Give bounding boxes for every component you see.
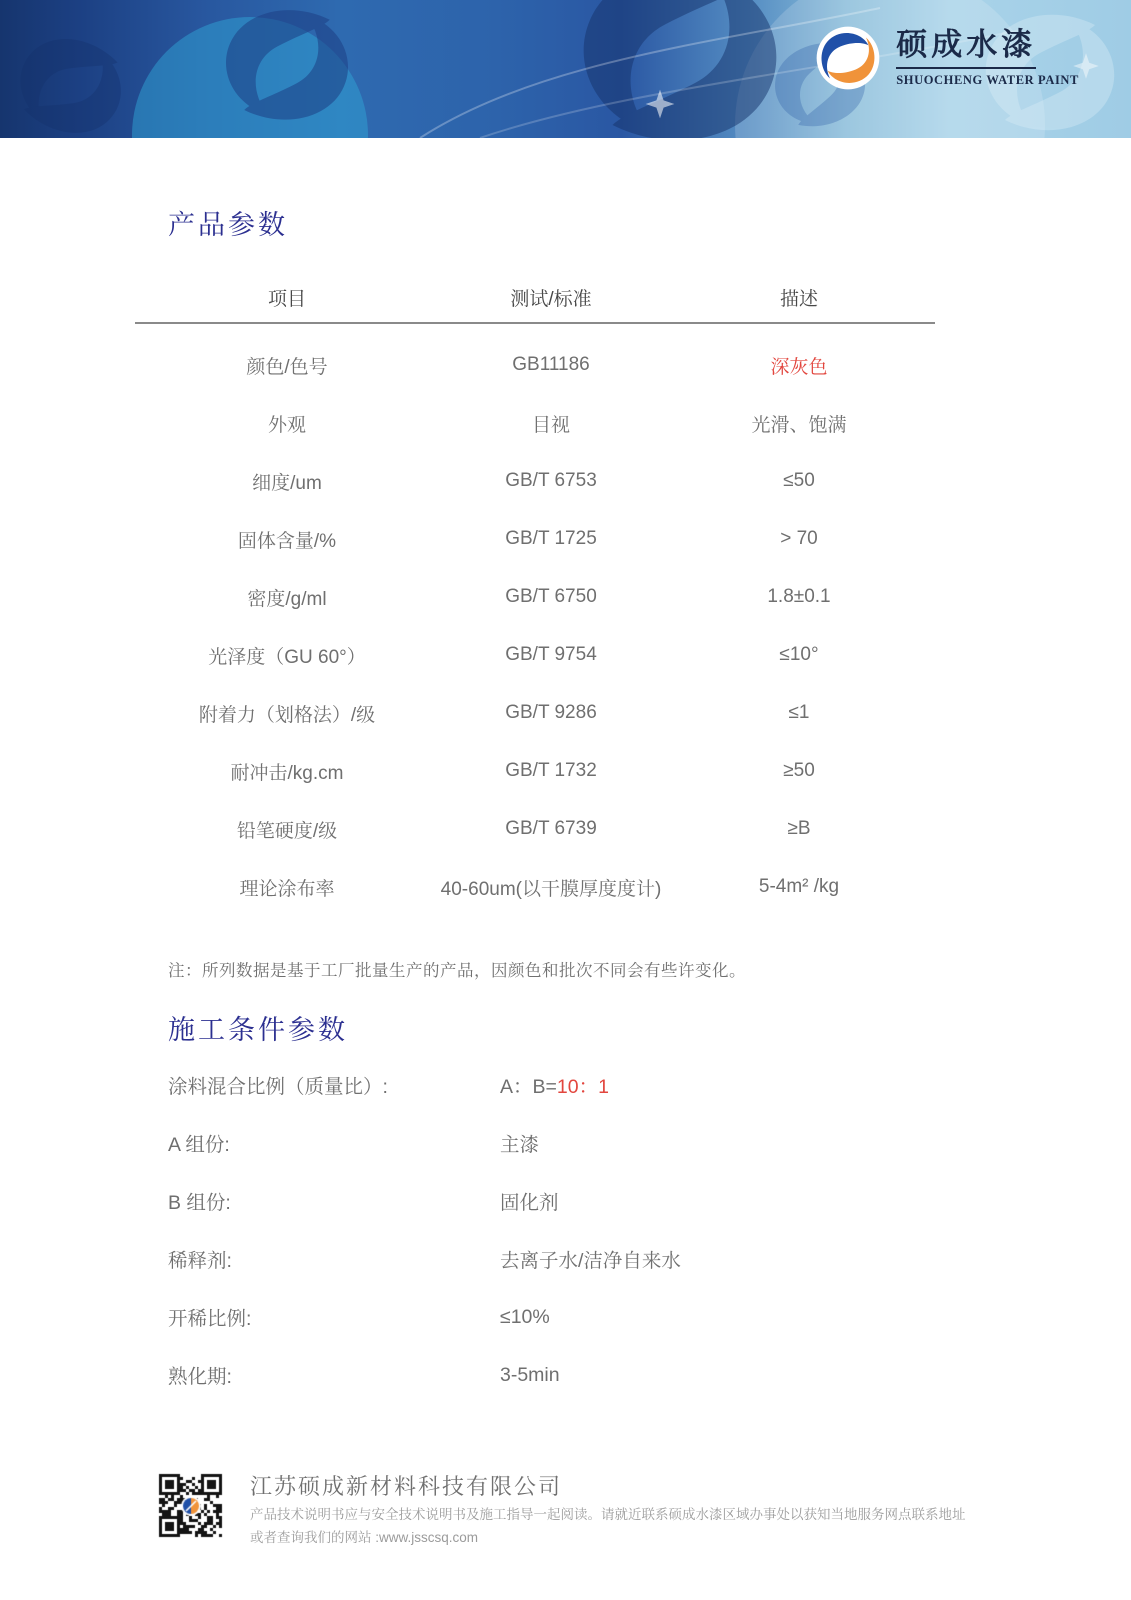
cell-standard: GB/T 6753 [505,470,597,491]
cell-desc: ≥B [787,818,811,839]
table-row [135,742,935,800]
cell-standard: GB/T 1732 [505,760,597,781]
cell-desc: 深灰色 [770,356,828,378]
cell-item: 密度/g/ml [247,588,327,610]
cell-item: 附着力（划格法）/级 [198,704,376,726]
cell-standard: GB/T 1725 [505,528,597,549]
col-header-desc: 描述 [779,288,818,310]
swirl-logo-icon [816,26,880,90]
cell-standard: 40-60um(以干膜厚度度计) [440,878,662,900]
footer-note [250,1504,1020,1549]
condition-row [168,1056,888,1114]
cell-desc: > 70 [780,528,818,549]
cell-item: 理论涂布率 [239,878,335,900]
cell-item: 颜色/色号 [246,356,328,378]
col-header-standard: 测试/标准 [510,288,592,310]
product-table [135,272,935,916]
qr-code-icon [157,1472,225,1540]
cell-standard: 目视 [531,414,570,436]
product-note: 注：所列数据是基于工厂批量生产的产品，因颜色和批次不同会有些许变化。 [168,962,746,980]
condition-value-red: 10：1 [556,1076,609,1098]
cell-item: 固体含量/% [237,530,337,552]
condition-value: 固化剂 [500,1192,559,1214]
table-row [135,336,935,394]
condition-value-prefix: A：B= [500,1076,557,1098]
condition-label: B 组份: [168,1192,231,1214]
condition-label: 涂料混合比例（质量比）: [168,1076,388,1098]
cell-standard: GB/T 9286 [505,702,597,723]
condition-list [168,1056,888,1404]
table-row [135,568,935,626]
condition-label: 开稀比例: [168,1308,252,1330]
condition-value: 主漆 [500,1134,540,1156]
product-params-title: 产品参数 [168,210,288,240]
brand-logo [816,26,1079,90]
cell-desc: 1.8±0.1 [767,586,831,607]
cell-item: 铅笔硬度/级 [236,820,338,842]
table-row [135,510,935,568]
condition-value: 去离子水/洁净自来水 [500,1250,681,1272]
brand-name-cn: 硕成水漆 [896,28,1036,69]
condition-row [168,1172,888,1230]
condition-row [168,1288,888,1346]
table-row [135,452,935,510]
condition-label: 熟化期: [168,1366,232,1388]
cell-desc: ≥50 [783,760,815,781]
cell-item: 光泽度（GU 60°） [208,646,366,668]
footer-note-line2: 或者查询我们的网站 :www.jsscsq.com [250,1529,479,1545]
table-row [135,684,935,742]
brand-name-en: SHUOCHENG WATER PAINT [896,73,1079,88]
table-row [135,626,935,684]
cell-desc: ≤50 [783,470,815,491]
table-row [135,394,935,452]
table-row [135,800,935,858]
col-header-item: 项目 [267,288,306,310]
condition-row [168,1346,888,1404]
table-header-row [135,272,935,324]
condition-label: 稀释剂: [168,1250,232,1272]
cell-standard: GB/T 6739 [505,818,597,839]
cell-desc: 光滑、饱满 [751,414,847,436]
cell-item: 细度/um [252,472,322,494]
condition-row [168,1230,888,1288]
header-banner [0,0,1131,138]
table-row [135,858,935,916]
cell-desc: ≤10° [779,644,819,665]
condition-value [500,1071,888,1099]
condition-label: A 组份: [168,1134,230,1156]
cell-desc: ≤1 [788,702,810,723]
cell-standard: GB/T 9754 [505,644,597,665]
cell-standard: GB11186 [512,354,590,375]
condition-value: 3-5min [500,1363,560,1386]
application-params-title: 施工条件参数 [168,1015,348,1045]
condition-row [168,1114,888,1172]
product-table-body [135,324,935,916]
footer-note-line1: 产品技术说明书应与安全技术说明书及施工指导一起阅读。请就近联系硕成水漆区域办事处以获知当地服务网点联系地址 [250,1507,966,1522]
condition-value: ≤10% [500,1305,550,1328]
cell-item: 外观 [267,414,306,436]
cell-desc: 5-4m² /kg [758,876,840,897]
cell-standard: GB/T 6750 [505,586,597,607]
cell-item: 耐冲击/kg.cm [230,762,344,784]
company-name: 江苏硕成新材料科技有限公司 [250,1474,563,1499]
